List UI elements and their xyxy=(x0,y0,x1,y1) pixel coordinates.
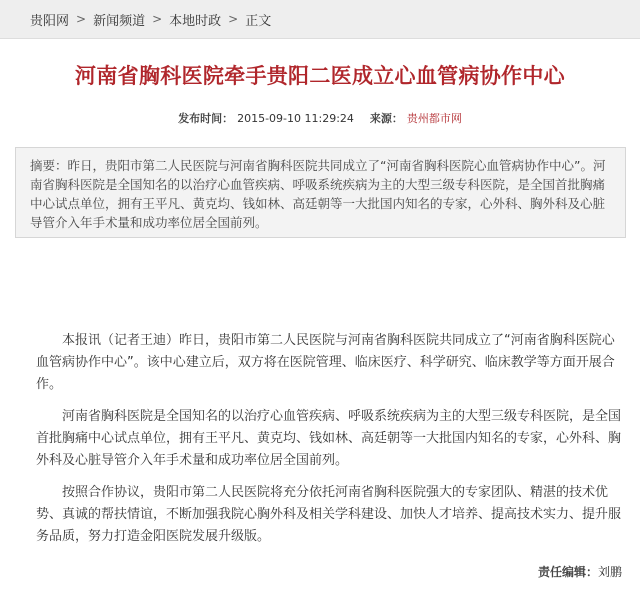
breadcrumb-current: 正文 xyxy=(245,13,272,29)
editor-label: 责任编辑： xyxy=(537,565,598,579)
publish-time-label: 发布时间： xyxy=(178,112,234,125)
article-body xyxy=(36,330,626,558)
page-title: 河南省胸科医院牵手贵阳二医成立心血管病协作中心 xyxy=(75,64,565,88)
source-label: 来源： xyxy=(369,112,403,125)
editor-credit xyxy=(538,563,622,580)
article-abstract: 摘要：昨日，贵阳市第二人民医院与河南省胸科医院共同成立了“河南省胸科医院心血管病协作中心”。河南省胸科医院是全国知名的以治疗心血管疾病、呼吸系统疾病为主的大型三级专科医院，是全国首批胸痛中心试点单位，拥有王平凡、黄克均、钱如林、高廷朝等一大批国内知名的专家，心外科、胸外科及心脏导管介入年手术量和成功率位居全国前列。 xyxy=(15,147,626,238)
article-paragraph: 按照合作协议，贵阳市第二人民医院将充分依托河南省胸科医院强大的专家团队、精湛的技术优势、真诚的帮扶情谊，不断加强我院心胸外科及相关学科建设、加快人才培养、提高技术实力、提升服务品质，努力打造金阳医院发展升级版。 xyxy=(36,485,622,544)
article-paragraph: 本报讯（记者王迪）昨日，贵阳市第二人民医院与河南省胸科医院共同成立了“河南省胸科医院心血管病协作中心”。该中心建立后，双方将在医院管理、临床医疗、科学研究、临床教学等方面开展合作。 xyxy=(36,333,615,392)
breadcrumb-separator-icon: > xyxy=(152,12,163,26)
article-paragraph: 河南省胸科医院是全国知名的以治疗心血管疾病、呼吸系统疾病为主的大型三级专科医院，是全国首批胸痛中心试点单位，拥有王平凡、黄克均、钱如林、高廷朝等一大批国内知名的专家，心外科、胸外科及心脏导管介入年手术量和成功率位居全国前列。 xyxy=(36,409,622,468)
breadcrumb-separator-icon: > xyxy=(228,12,239,26)
editor-name: 刘鹏 xyxy=(597,565,622,579)
publish-time: 2015-09-10 11:29:24 xyxy=(237,112,354,125)
breadcrumb-link-local-politics[interactable]: 本地时政 xyxy=(169,13,222,29)
source-link[interactable]: 贵州都市网 xyxy=(406,112,462,125)
breadcrumb xyxy=(0,0,640,39)
breadcrumb-separator-icon: > xyxy=(76,12,87,26)
breadcrumb-link-home[interactable]: 贵阳网 xyxy=(30,13,70,29)
article-meta xyxy=(0,110,640,126)
breadcrumb-link-news[interactable]: 新闻频道 xyxy=(93,13,146,29)
